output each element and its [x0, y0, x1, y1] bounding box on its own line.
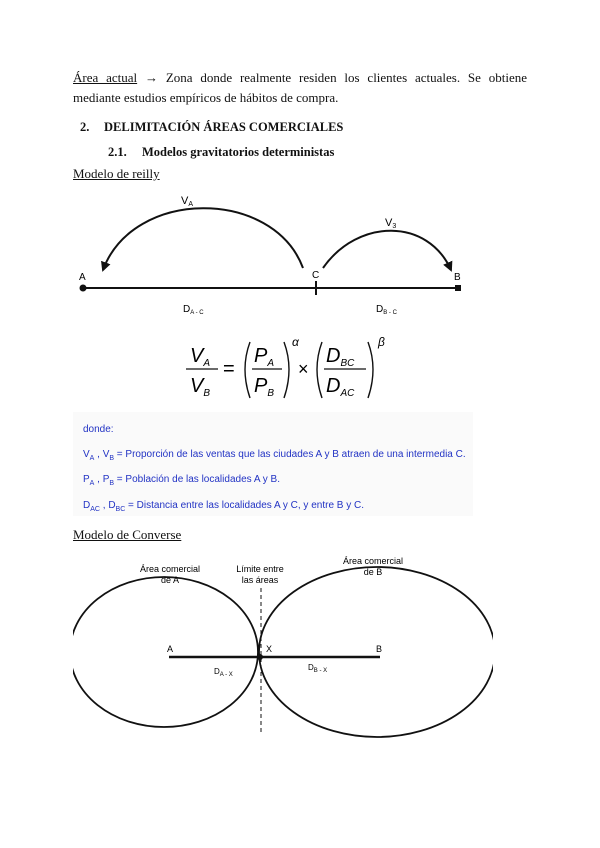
intro-term: Área actual — [73, 70, 138, 85]
formula-equals: = — [223, 358, 235, 380]
subsection-heading — [108, 145, 334, 160]
reilly-arc-left — [103, 208, 303, 270]
reilly-point-a-dot — [80, 285, 87, 292]
converse-diagram — [73, 550, 493, 740]
converse-area-b-label: Área comercial — [342, 556, 404, 566]
formula-p-den: $P_B$ — [254, 375, 275, 399]
reilly-formula — [170, 332, 400, 408]
definition-line-distance: $D_{AC}$ , $D_{BC}$ = Distancia entre las localidades A y C, y entre B y C. — [83, 500, 365, 513]
converse-dist-left-label: $D_{A - X}$ — [214, 667, 233, 678]
converse-area-a-label: Área comercial — [139, 564, 201, 574]
formula-paren-right-1 — [284, 342, 289, 398]
converse-area-a-ellipse — [73, 577, 258, 727]
reilly-model-label: Modelo de reilly — [73, 166, 160, 181]
reilly-dist-left-label: $D_{A - C}$ — [183, 304, 204, 316]
subsection-title: Modelos gravitatorios deterministas — [142, 145, 335, 159]
formula-exp-beta: β — [378, 335, 385, 349]
converse-limit-label: Límite entre — [236, 564, 284, 574]
definitions-box — [73, 412, 473, 516]
converse-point-a-label: A — [167, 644, 174, 654]
reilly-diagram — [73, 188, 473, 320]
formula-paren-right-2 — [368, 342, 373, 398]
subsection-number: 2.1. — [108, 145, 127, 159]
definition-line-population: $P_A$ , $P_B$ = Población de las localidades A y B. — [83, 474, 280, 487]
converse-point-b-label: B — [376, 644, 383, 654]
converse-dist-right-label: $D_{B - X}$ — [308, 663, 328, 674]
reilly-point-b-marker — [455, 285, 461, 291]
converse-point-x-label: X — [266, 644, 273, 654]
formula-exp-alpha: α — [292, 335, 299, 349]
formula-paren-left-1 — [245, 342, 250, 398]
formula-lhs-den: $V_B$ — [190, 375, 211, 399]
intro-paragraph — [73, 68, 527, 108]
formula-lhs-num: $V_A$ — [190, 345, 211, 369]
converse-model-label: Modelo de Converse — [73, 527, 182, 542]
formula-d-den: $D_{AC}$ — [326, 375, 355, 399]
reilly-dist-right-label: $D_{B - C}$ — [376, 304, 397, 316]
reilly-arc-left-label: VA — [181, 195, 194, 208]
formula-p-num: $P_A$ — [254, 345, 275, 369]
section-heading — [80, 120, 343, 135]
definitions-heading: donde: — [83, 424, 114, 435]
section-number: 2. — [80, 120, 90, 134]
converse-limit-label-2: las áreas — [241, 575, 279, 585]
arrow-symbol: → — [144, 70, 158, 85]
definition-line-sales: $V_A$ , $V_B$ = Proporción de las ventas que las ciudades A y B atraen de una intermedia C. — [83, 449, 466, 462]
section-title: DELIMITACIÓN ÁREAS COMERCIALES — [104, 120, 344, 134]
formula-paren-left-2 — [317, 342, 322, 398]
converse-area-a-label-2: de A — [160, 575, 180, 585]
reilly-point-b-label: B — [454, 272, 461, 283]
reilly-point-c-label: C — [312, 270, 320, 281]
formula-times: × — [298, 359, 309, 379]
formula-d-num: $D_{BC}$ — [326, 345, 355, 369]
reilly-point-a-label: A — [79, 272, 86, 283]
reilly-arc-right — [323, 231, 451, 270]
converse-point-x-dot — [257, 654, 263, 660]
converse-area-b-label-2: de B — [363, 567, 383, 577]
reilly-arc-right-label: V3 — [385, 217, 397, 230]
intro-text: Zona donde realmente residen los clientes actuales. Se obtiene mediante estudios empíricos de hábitos de compra. — [73, 70, 528, 105]
